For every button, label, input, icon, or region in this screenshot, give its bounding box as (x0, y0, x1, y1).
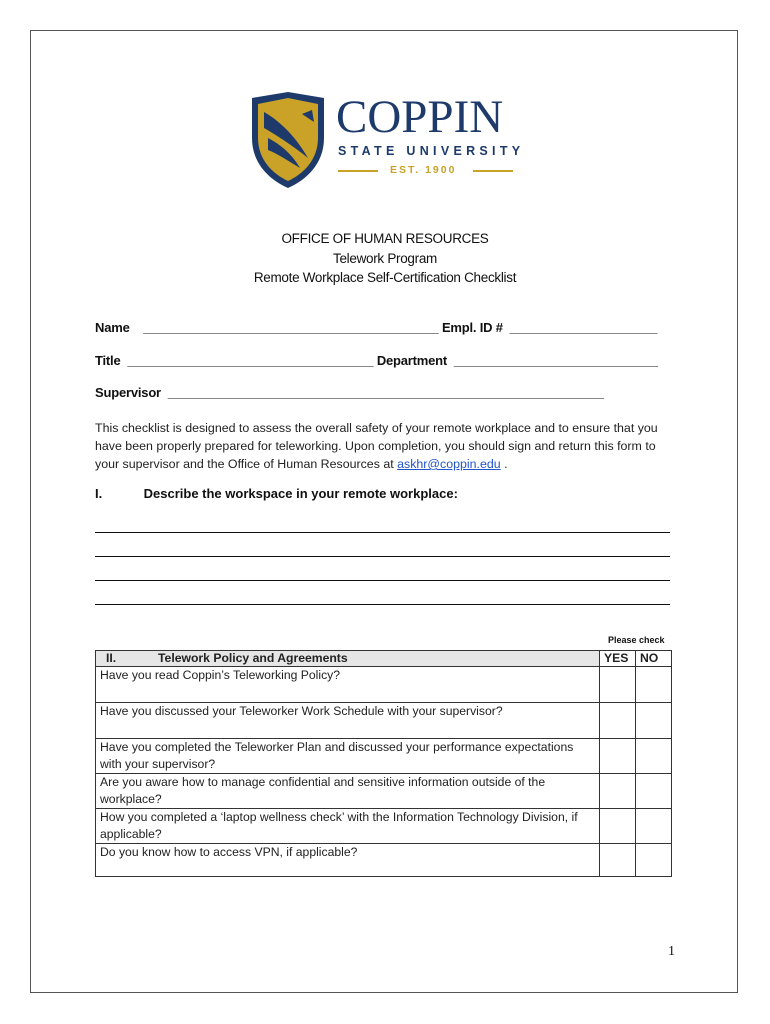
no-column-header: NO (636, 651, 672, 667)
page-number: 1 (668, 944, 675, 959)
intro-paragraph (95, 419, 680, 473)
department-field[interactable]: _____________________________ (450, 353, 658, 368)
logo-name: COPPIN (336, 91, 504, 143)
table-row (96, 809, 672, 844)
section-1-heading (95, 486, 458, 501)
supervisor-field[interactable]: ______________________________________________________________ (164, 385, 604, 400)
yes-checkbox[interactable] (600, 809, 636, 844)
intro-text: This checklist is designed to assess the overall safety of your remote workplace and to ensure that you have been properly prepared for teleworking. Upon completion, you should sign and return this form to your supervisor and the Office of Human Resources at (95, 421, 658, 471)
no-checkbox[interactable] (636, 774, 672, 809)
table-row (96, 667, 672, 703)
hr-email-link[interactable]: askhr@coppin.edu (397, 457, 501, 471)
question-cell: Have you completed the Teleworker Plan and discussed your performance expectations with your supervisor? (96, 739, 600, 774)
empl-id-field[interactable]: _____________________ (506, 320, 658, 335)
table-row (96, 703, 672, 739)
shield-icon (248, 92, 328, 190)
no-checkbox[interactable] (636, 703, 672, 739)
header-title: Remote Workplace Self-Certification Checklist (253, 270, 517, 285)
section-2-title: Telework Policy and Agreements (158, 651, 348, 665)
telework-checklist-table (95, 650, 672, 877)
workspace-line-4[interactable] (95, 604, 670, 605)
department-label: Department (376, 353, 448, 368)
supervisor-row (95, 385, 675, 400)
no-checkbox[interactable] (636, 739, 672, 774)
workspace-line-3[interactable] (95, 580, 670, 581)
question-cell: How you completed a ‘laptop wellness check’ with the Information Technology Division, if applicable? (96, 809, 600, 844)
table-row (96, 739, 672, 774)
no-checkbox[interactable] (636, 844, 672, 877)
table-header-row (96, 651, 672, 667)
section-2-number: II. (106, 651, 117, 665)
coppin-logo (248, 92, 528, 187)
name-field[interactable]: __________________________________________ (133, 320, 439, 335)
please-check-note: Please check (608, 635, 665, 645)
intro-end: . (500, 457, 508, 471)
document-header (0, 229, 770, 288)
no-checkbox[interactable] (636, 809, 672, 844)
logo-divider-right (473, 170, 513, 172)
empl-id-label: Empl. ID # (441, 320, 503, 335)
yes-checkbox[interactable] (600, 739, 636, 774)
title-field[interactable]: ___________________________________ (123, 353, 374, 368)
yes-checkbox[interactable] (600, 844, 636, 877)
workspace-line-2[interactable] (95, 556, 670, 557)
question-cell: Have you read Coppin’s Teleworking Policy? (96, 667, 600, 703)
yes-checkbox[interactable] (600, 703, 636, 739)
question-cell: Have you discussed your Teleworker Work Schedule with your supervisor? (96, 703, 600, 739)
header-office: OFFICE OF HUMAN RESOURCES (281, 231, 489, 246)
logo-divider-left (338, 170, 378, 172)
logo-subtitle: STATE UNIVERSITY (338, 144, 525, 158)
table-row (96, 774, 672, 809)
no-checkbox[interactable] (636, 667, 672, 703)
logo-est-row (338, 164, 516, 178)
table-row (96, 844, 672, 877)
yes-checkbox[interactable] (600, 774, 636, 809)
title-label: Title (95, 353, 121, 368)
question-cell: Do you know how to access VPN, if applicable? (96, 844, 600, 877)
question-cell: Are you aware how to manage confidential and sensitive information outside of the workplace? (96, 774, 600, 809)
header-program: Telework Program (333, 250, 437, 266)
yes-checkbox[interactable] (600, 667, 636, 703)
yes-column-header: YES (600, 651, 636, 667)
section-1-number: I. (95, 486, 103, 501)
workspace-line-1[interactable] (95, 532, 670, 533)
name-row (95, 320, 675, 335)
logo-est: EST. 1900 (390, 164, 457, 176)
title-row (95, 353, 675, 368)
section-2-heading (96, 651, 600, 667)
supervisor-label: Supervisor (95, 385, 161, 400)
name-label: Name (95, 320, 130, 335)
section-1-title: Describe the workspace in your remote workplace: (143, 486, 458, 501)
